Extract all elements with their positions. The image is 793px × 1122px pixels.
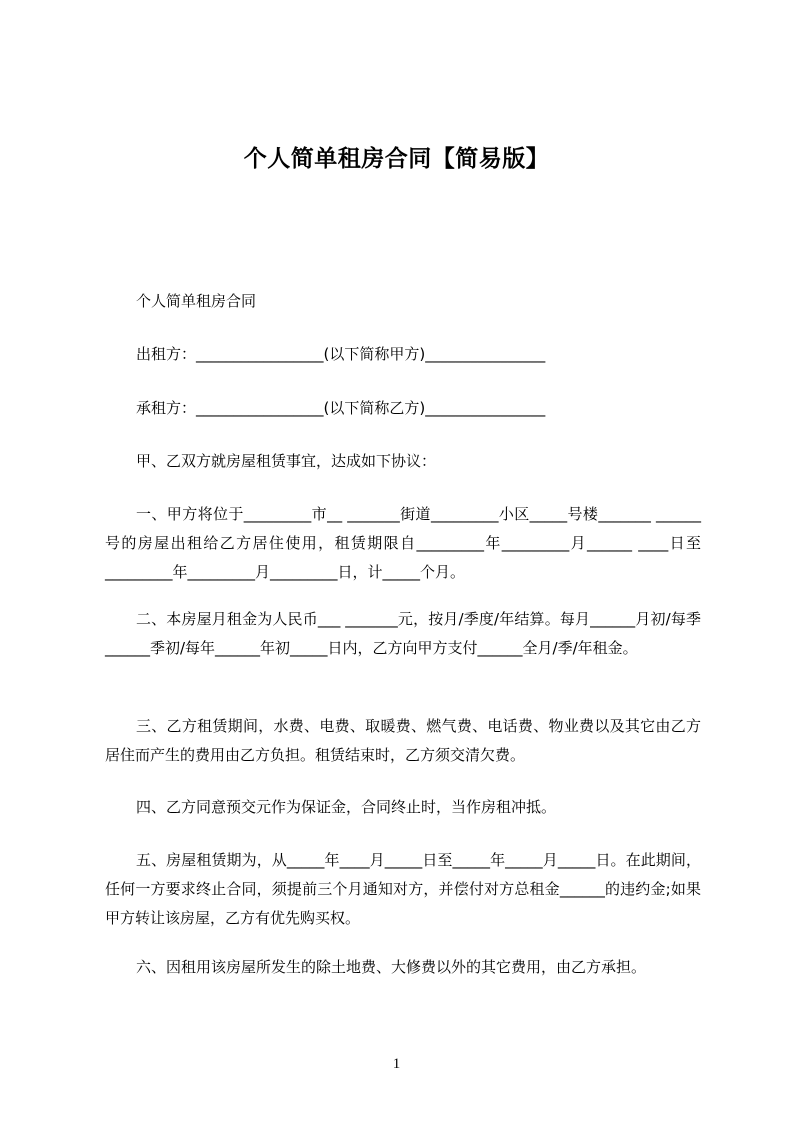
lessee-line: 承租方：_________________(以下简称乙方)________________	[136, 399, 546, 417]
document-title: 个人简单租房合同【简易版】	[243, 146, 550, 172]
clause-3: 三、乙方租赁期间，水费、电费、取暖费、燃气费、电话费、物业费以及其它由乙方居住而产生的费用由乙方负担。租赁结束时，乙方须交清欠费。	[105, 717, 701, 764]
lessor-line: 出租方：_________________(以下简称甲方)________________	[136, 345, 546, 363]
clause-4: 四、乙方同意预交元作为保证金，合同终止时，当作房租冲抵。	[136, 798, 557, 816]
clause-2: 二、本房屋月租金为人民币___ _______元，按月/季度/年结算。每月______月初/每季______季初/每年______年初_____日内，乙方向甲方支付______全月/季/年租金。	[105, 610, 701, 657]
contract-heading: 个人简单租房合同	[136, 292, 257, 310]
clause-5: 五、房屋租赁期为，从_____年____月_____日至_____年_____月_____日。在此期间，任何一方要求终止合同，须提前三个月通知对方，并偿付对方总租金______的违约金;如果甲方转让该房屋，乙方有优先购买权。	[105, 851, 701, 927]
page-number: 1	[392, 1056, 401, 1072]
clause-1: 一、甲方将位于_________市__ _______街道_________小区_____号楼_______ ______号的房屋出租给乙方居住使用，租赁期限自_________年_________月______ ____日至_________年_________月_________日，计_____个月。	[105, 505, 701, 581]
agreement-intro: 甲、乙双方就房屋租赁事宜，达成如下协议：	[136, 452, 437, 470]
clause-6: 六、因租用该房屋所发生的除土地费、大修费以外的其它费用，由乙方承担。	[136, 958, 647, 976]
